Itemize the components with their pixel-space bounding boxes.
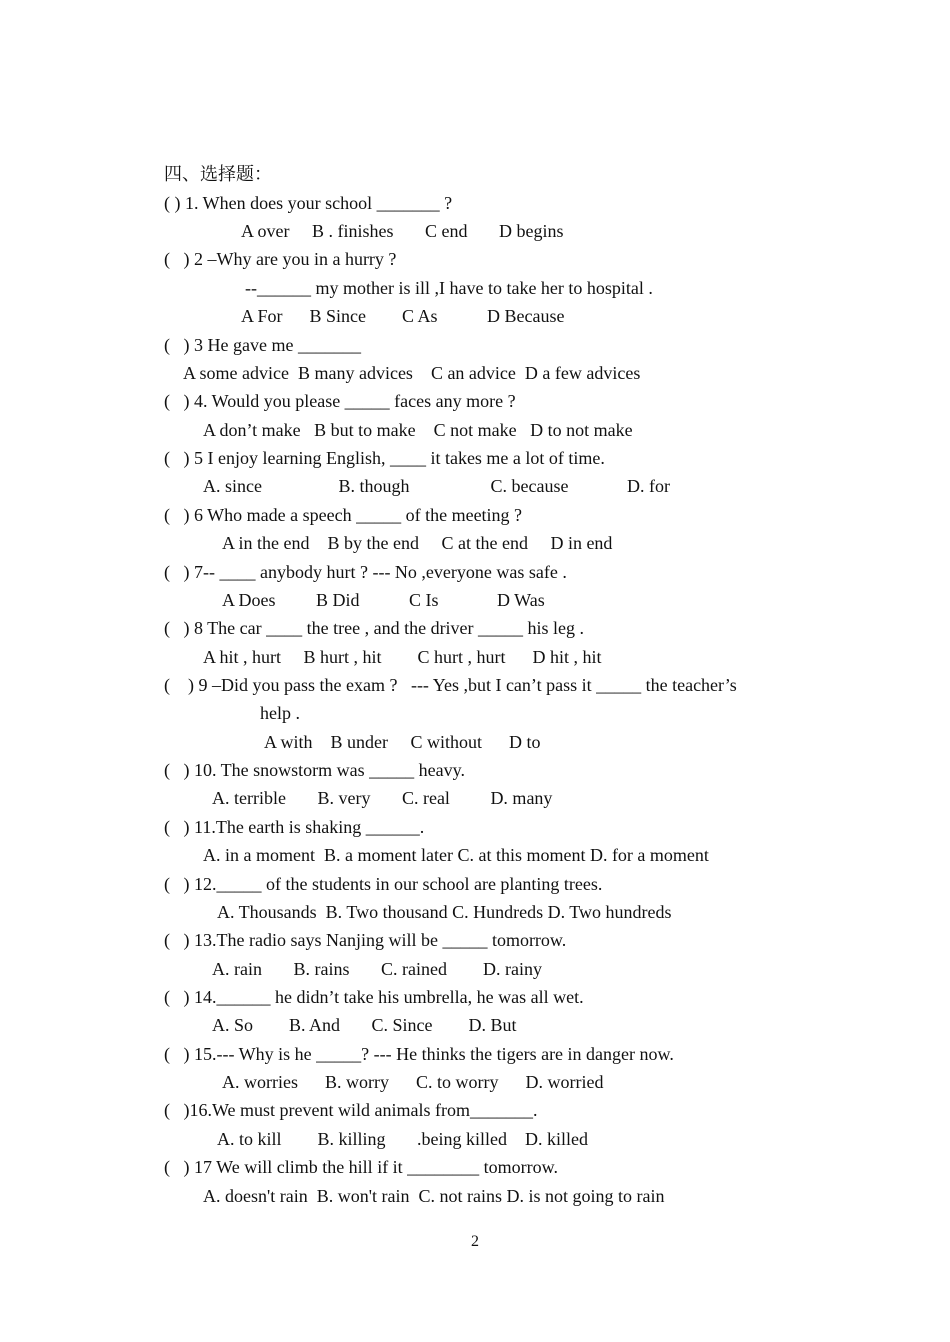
question-3-options: A some advice B many advices C an advice D a few advices	[183, 363, 641, 383]
question-2-stem-reply: --______ my mother is ill ,I have to take her to hospital .	[245, 278, 653, 298]
question-16-stem: ( )16.We must prevent wild animals from_______.	[164, 1100, 538, 1120]
question-3-stem: ( ) 3 He gave me _______	[164, 335, 361, 355]
question-10-stem: ( ) 10. The snowstorm was _____ heavy.	[164, 760, 465, 780]
question-5-options: A. since B. though C. because D. for	[203, 476, 670, 496]
question-12-stem: ( ) 12._____ of the students in our school are planting trees.	[164, 874, 603, 894]
question-17-options: A. doesn't rain B. won't rain C. not rains D. is not going to rain	[203, 1186, 665, 1206]
question-7-options: A Does B Did C Is D Was	[222, 590, 545, 610]
question-14-options: A. So B. And C. Since D. But	[212, 1015, 517, 1035]
question-11-stem: ( ) 11.The earth is shaking ______.	[164, 817, 425, 837]
question-1-stem: ( ) 1. When does your school _______ ?	[164, 193, 453, 213]
question-9-stem-continued: help .	[260, 703, 300, 723]
question-7-stem: ( ) 7-- ____ anybody hurt ? --- No ,everyone was safe .	[164, 562, 567, 582]
question-6-options: A in the end B by the end C at the end D in end	[222, 533, 613, 553]
question-16-options: A. to kill B. killing .being killed D. killed	[217, 1129, 588, 1149]
question-8-stem: ( ) 8 The car ____ the tree , and the driver _____ his leg .	[164, 618, 585, 638]
page-number: 2	[471, 1233, 479, 1250]
question-17-stem: ( ) 17 We will climb the hill if it ________ tomorrow.	[164, 1157, 559, 1177]
question-2-stem: ( ) 2 –Why are you in a hurry ?	[164, 249, 397, 269]
question-14-stem: ( ) 14.______ he didn’t take his umbrella, he was all wet.	[164, 987, 584, 1007]
question-15-options: A. worries B. worry C. to worry D. worried	[222, 1072, 604, 1092]
question-6-stem: ( ) 6 Who made a speech _____ of the meeting ?	[164, 505, 523, 525]
question-4-stem: ( ) 4. Would you please _____ faces any more ?	[164, 391, 516, 411]
question-13-options: A. rain B. rains C. rained D. rainy	[212, 959, 542, 979]
question-12-options: A. Thousands B. Two thousand C. Hundreds D. Two hundreds	[217, 902, 672, 922]
question-15-stem: ( ) 15.--- Why is he _____? --- He thinks the tigers are in danger now.	[164, 1044, 674, 1064]
section-title: 四、选择题：	[164, 164, 272, 184]
question-4-options: A don’t make B but to make C not make D to not make	[203, 420, 633, 440]
question-8-options: A hit , hurt B hurt , hit C hurt , hurt D hit , hit	[203, 647, 602, 667]
question-9-options: A with B under C without D to	[264, 732, 541, 752]
question-13-stem: ( ) 13.The radio says Nanjing will be _____ tomorrow.	[164, 930, 567, 950]
question-11-options: A. in a moment B. a moment later C. at this moment D. for a moment	[203, 845, 709, 865]
question-10-options: A. terrible B. very C. real D. many	[212, 788, 553, 808]
question-2-options: A For B Since C As D Because	[241, 306, 565, 326]
question-9-stem: ( ) 9 –Did you pass the exam ? --- Yes ,but I can’t pass it _____ the teacher’s	[164, 675, 737, 695]
question-1-options: A over B . finishes C end D begins	[241, 221, 564, 241]
question-5-stem: ( ) 5 I enjoy learning English, ____ it takes me a lot of time.	[164, 448, 605, 468]
